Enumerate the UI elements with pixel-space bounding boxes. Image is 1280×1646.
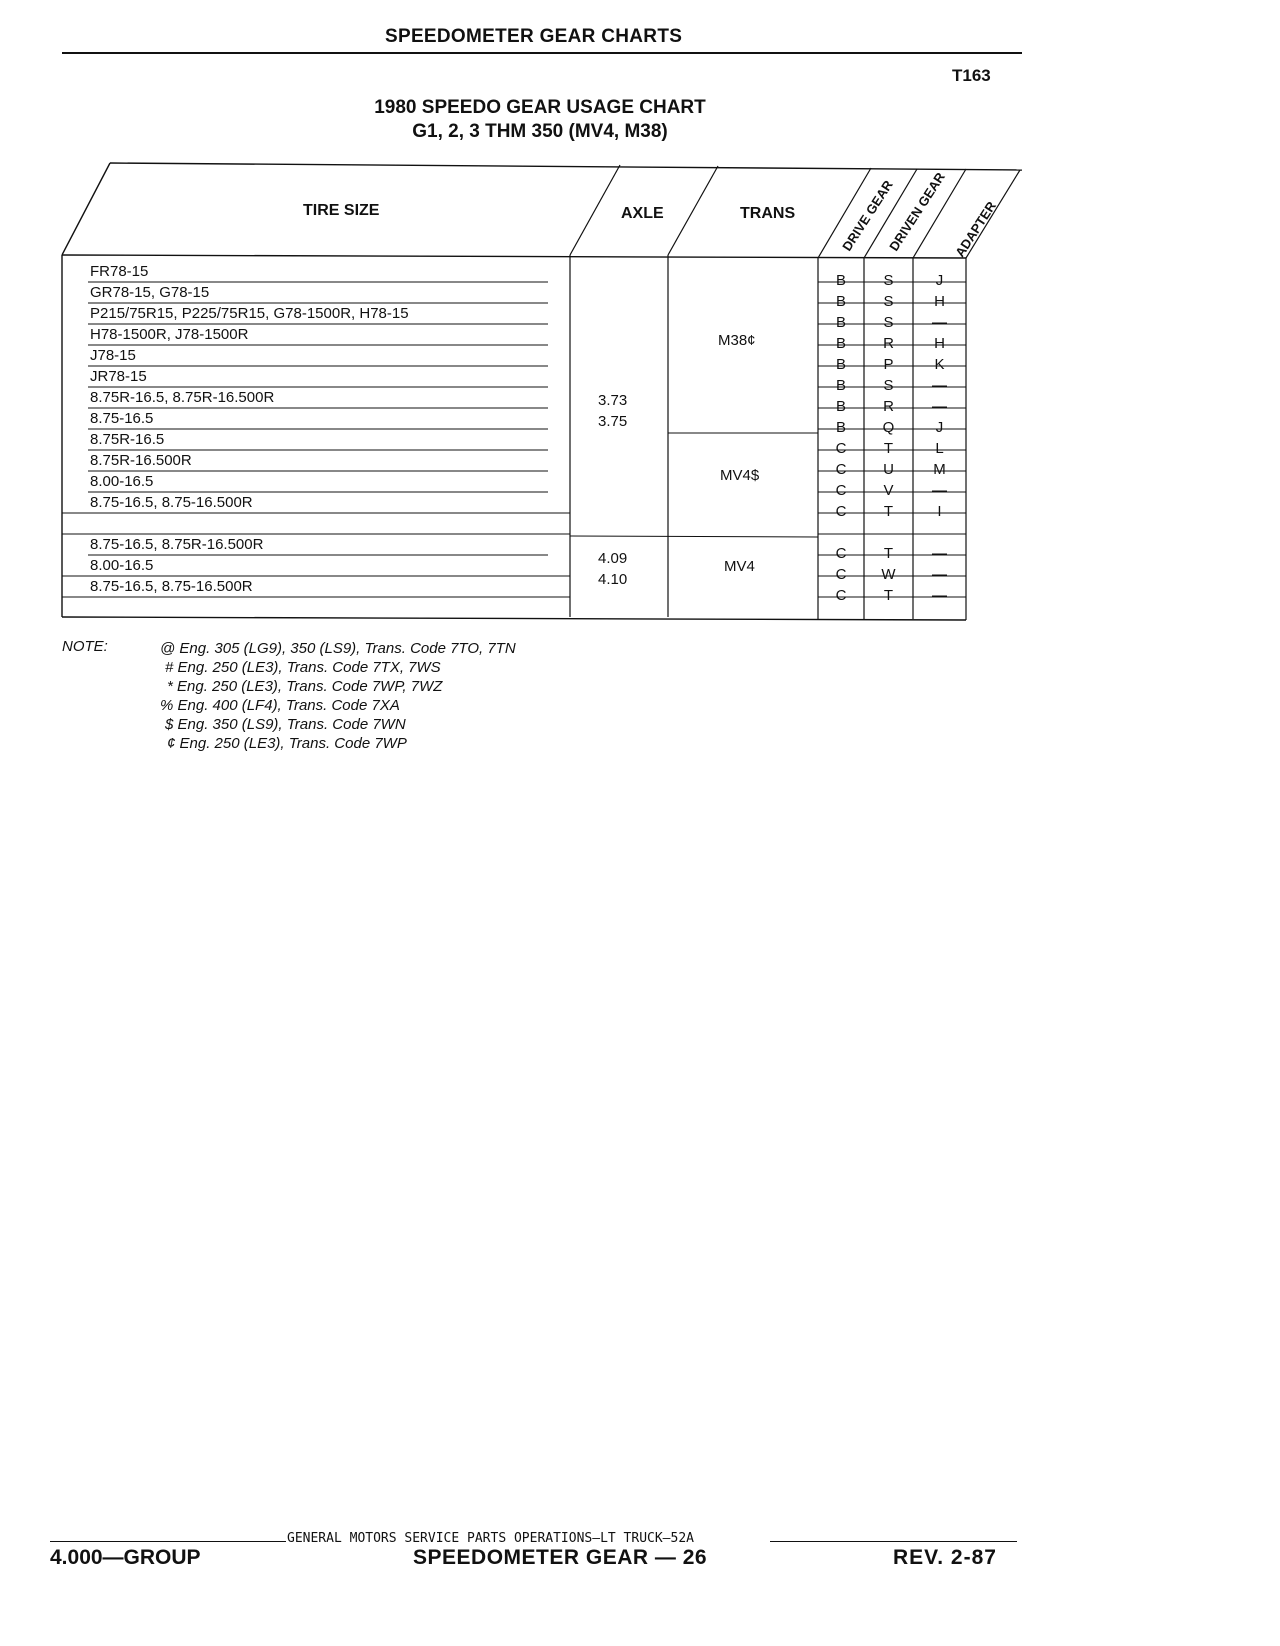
drive-gear-cell: B (835, 377, 846, 394)
footer-revision: REV. 2-87 (893, 1546, 997, 1569)
adapter-cell: — (932, 377, 947, 394)
footer-group: 4.000—GROUP (50, 1546, 201, 1569)
driven-gear-cell: S (883, 314, 894, 331)
drive-gear-cell: B (835, 272, 846, 289)
driven-gear-cell: P (883, 356, 894, 373)
note-line: ¢ Eng. 250 (LE3), Trans. Code 7WP (167, 735, 407, 752)
drive-gear-cell: C (835, 461, 847, 478)
table-row-tire: GR78-15, G78-15 (90, 284, 210, 301)
drive-gear-cell: C (835, 482, 847, 499)
trans-code: MV4$ (720, 467, 760, 484)
header-driven-gear: DRIVEN GEAR (886, 169, 948, 254)
document-code: T163 (952, 66, 991, 85)
drive-gear-cell: C (835, 545, 847, 562)
axle-ratio: 4.09 (598, 550, 628, 567)
chart-title-line-2: G1, 2, 3 THM 350 (MV4, M38) (412, 121, 668, 142)
table-row-tire: H78-1500R, J78-1500R (90, 326, 249, 343)
driven-gear-cell: S (883, 293, 894, 310)
chart-title-line-1: 1980 SPEEDO GEAR USAGE CHART (374, 97, 706, 118)
drive-gear-cell: B (835, 314, 846, 331)
adapter-cell: H (934, 293, 945, 310)
trans-code: M38¢ (718, 332, 756, 349)
driven-gear-cell: Q (882, 419, 895, 436)
axle-ratio: 3.73 (598, 392, 628, 409)
table-row-tire: P215/75R15, P225/75R15, G78-1500R, H78-15 (90, 305, 409, 322)
driven-gear-cell: T (883, 440, 894, 457)
adapter-cell: J (935, 419, 944, 436)
table-row-tire: J78-15 (90, 347, 136, 364)
footer-organization: GENERAL MOTORS SERVICE PARTS OPERATIONS—LT TRUCK—52A (287, 1531, 694, 1546)
driven-gear-cell: W (881, 566, 896, 583)
adapter-cell: I (937, 503, 942, 520)
adapter-cell: — (932, 482, 947, 499)
adapter-cell: K (934, 356, 945, 373)
axle-ratio: 4.10 (598, 571, 628, 588)
table-row-tire: 8.00-16.5 (90, 557, 154, 574)
drive-gear-cell: C (835, 587, 847, 604)
table-row-tire: 8.75R-16.5, 8.75R-16.500R (90, 389, 275, 406)
driven-gear-cell: U (883, 461, 894, 478)
drive-gear-cell: B (835, 335, 846, 352)
drive-gear-cell: C (835, 440, 847, 457)
footer-rule (770, 1541, 1017, 1542)
drive-gear-cell: B (835, 293, 846, 310)
note-line: % Eng. 400 (LF4), Trans. Code 7XA (160, 697, 400, 714)
table-row-tire: 8.00-16.5 (90, 473, 154, 490)
drive-gear-cell: C (835, 503, 847, 520)
adapter-cell: — (932, 398, 947, 415)
driven-gear-cell: V (883, 482, 894, 499)
page-header: SPEEDOMETER GEAR CHARTS (385, 26, 683, 47)
driven-gear-cell: S (883, 272, 894, 289)
driven-gear-cell: T (883, 587, 894, 604)
footer-rule (50, 1541, 286, 1542)
driven-gear-cell: T (883, 503, 894, 520)
header-trans: TRANS (740, 205, 796, 222)
footer-section: SPEEDOMETER GEAR — 26 (413, 1546, 708, 1569)
header-axle: AXLE (621, 205, 664, 222)
driven-gear-cell: T (883, 545, 894, 562)
table-row-tire: 8.75-16.5, 8.75-16.500R (90, 578, 253, 595)
driven-gear-cell: R (883, 398, 894, 415)
drive-gear-cell: C (835, 566, 847, 583)
adapter-cell: M (933, 461, 946, 478)
header-drive-gear: DRIVE GEAR (839, 177, 896, 254)
note-line: * Eng. 250 (LE3), Trans. Code 7WP, 7WZ (167, 678, 443, 695)
adapter-cell: J (935, 272, 944, 289)
header-adapter: ADAPTER (952, 198, 999, 260)
adapter-cell: — (932, 314, 947, 331)
table-row-tire: 8.75-16.5, 8.75R-16.500R (90, 536, 264, 553)
drive-gear-cell: B (835, 398, 846, 415)
note-line: $ Eng. 350 (LS9), Trans. Code 7WN (165, 716, 406, 733)
note-line: @ Eng. 305 (LG9), 350 (LS9), Trans. Code 7TO, 7TN (160, 640, 516, 657)
header-tire-size: TIRE SIZE (303, 202, 380, 219)
notes-label: NOTE: (62, 638, 108, 655)
adapter-cell: — (932, 566, 947, 583)
driven-gear-cell: R (883, 335, 894, 352)
driven-gear-cell: S (883, 377, 894, 394)
adapter-cell: H (934, 335, 945, 352)
table-row-tire: JR78-15 (90, 368, 147, 385)
adapter-cell: — (932, 587, 947, 604)
adapter-cell: — (932, 545, 947, 562)
adapter-cell: L (935, 440, 944, 457)
note-line: # Eng. 250 (LE3), Trans. Code 7TX, 7WS (165, 659, 441, 676)
drive-gear-cell: B (835, 419, 846, 436)
trans-code: MV4 (724, 558, 755, 575)
table-row-tire: FR78-15 (90, 263, 149, 280)
table-row-tire: 8.75R-16.500R (90, 452, 192, 469)
table-row-tire: 8.75-16.5 (90, 410, 154, 427)
axle-ratio: 3.75 (598, 413, 628, 430)
table-row-tire: 8.75R-16.5 (90, 431, 165, 448)
drive-gear-cell: B (835, 356, 846, 373)
table-row-tire: 8.75-16.5, 8.75-16.500R (90, 494, 253, 511)
